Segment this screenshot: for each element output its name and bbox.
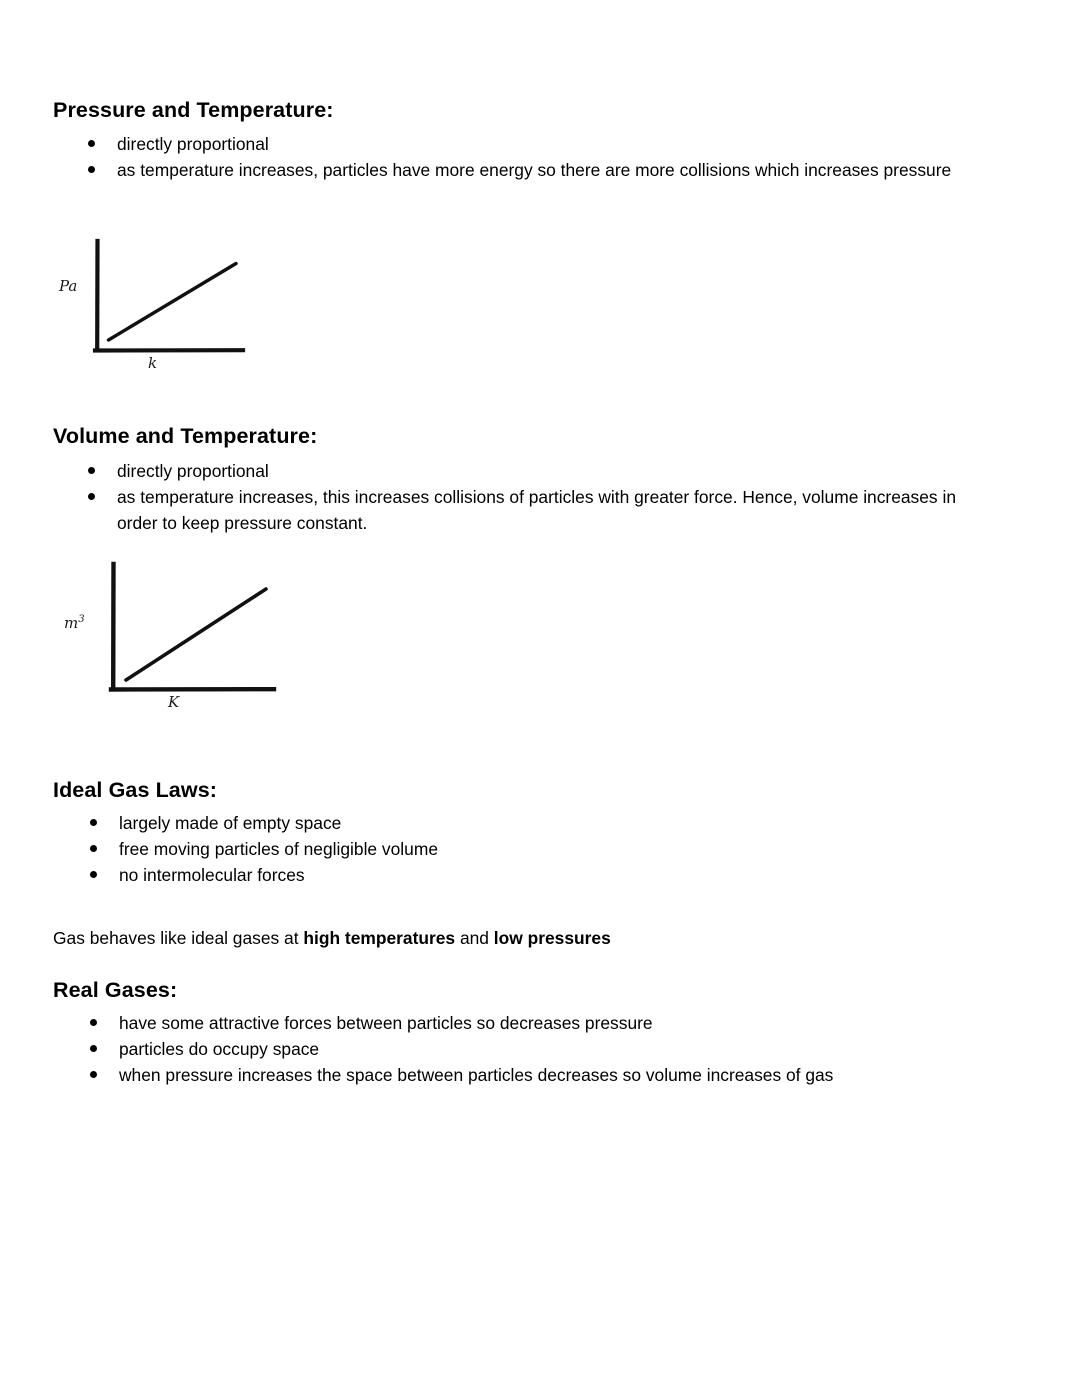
list-item (88, 157, 978, 183)
note-bold-high-temperatures: high temperatures (303, 928, 456, 949)
chart-pressure-vs-temperature (59, 236, 260, 372)
list-item (90, 1010, 990, 1036)
chart-y-axis-label (64, 614, 85, 632)
list-item (90, 1036, 990, 1062)
list-item (90, 862, 970, 888)
bullet-list-volume-and-temperature (88, 458, 968, 536)
list-item-text: no intermolecular forces (119, 865, 305, 885)
list-item-text: as temperature increases, this increases collisions of particles with greater force. Hence, volume increases in order to keep pressure constant. (117, 487, 956, 533)
chart-y-axis-label-base: m (64, 614, 79, 632)
list-item-text: particles do occupy space (119, 1039, 320, 1059)
list-item-text: free moving particles of negligible volume (119, 839, 438, 859)
note-bold-low-pressures: low pressures (493, 928, 611, 949)
list-item-text: when pressure increases the space between particles decreases so volume increases of gas (119, 1065, 834, 1085)
chart-y-axis-label-exponent: 3 (78, 614, 85, 625)
list-item (90, 836, 970, 862)
bullet-list-real-gases (90, 1010, 990, 1088)
bullet-dot-icon (90, 819, 97, 826)
list-item-text: directly proportional (117, 461, 269, 481)
list-item-text: have some attractive forces between particles so decreases pressure (119, 1013, 653, 1033)
bullet-dot-icon (88, 140, 95, 147)
bullet-dot-icon (88, 166, 95, 173)
list-item (90, 1062, 990, 1088)
chart-y-axis-label: Pa (59, 277, 78, 295)
heading-volume-and-temperature: Volume and Temperature: (53, 423, 318, 448)
ideal-gas-note-line (53, 926, 611, 951)
bullet-dot-icon (90, 1045, 97, 1052)
chart-svg (90, 236, 260, 361)
bullet-dot-icon (90, 845, 97, 852)
heading-real-gases: Real Gases: (53, 977, 178, 1002)
list-item-text: as temperature increases, particles have more energy so there are more collisions which increases pressure (117, 160, 952, 180)
chart-svg (106, 560, 286, 700)
trend-line-series (126, 589, 266, 680)
chart-x-axis-label: K (168, 693, 180, 711)
bullet-dot-icon (90, 1019, 97, 1026)
list-item (88, 484, 968, 536)
note-middle-text: and (455, 928, 494, 949)
note-prefix-text: Gas behaves like ideal gases at (53, 928, 304, 949)
bullet-dot-icon (88, 493, 95, 500)
list-item-text: largely made of empty space (119, 813, 342, 833)
chart-volume-vs-temperature (64, 560, 286, 711)
heading-pressure-and-temperature: Pressure and Temperature: (53, 97, 334, 122)
chart-x-axis-label: k (148, 354, 158, 372)
list-item-text: directly proportional (117, 134, 269, 154)
bullet-dot-icon (90, 1071, 97, 1078)
heading-ideal-gas-laws: Ideal Gas Laws: (53, 777, 218, 802)
list-item (88, 131, 978, 157)
trend-line-series (109, 264, 237, 341)
bullet-list-ideal-gas-laws (90, 810, 970, 888)
bullet-list-pressure-and-temperature (88, 131, 978, 183)
list-item (90, 810, 970, 836)
list-item (88, 458, 968, 484)
bullet-dot-icon (90, 871, 97, 878)
bullet-dot-icon (88, 467, 95, 474)
